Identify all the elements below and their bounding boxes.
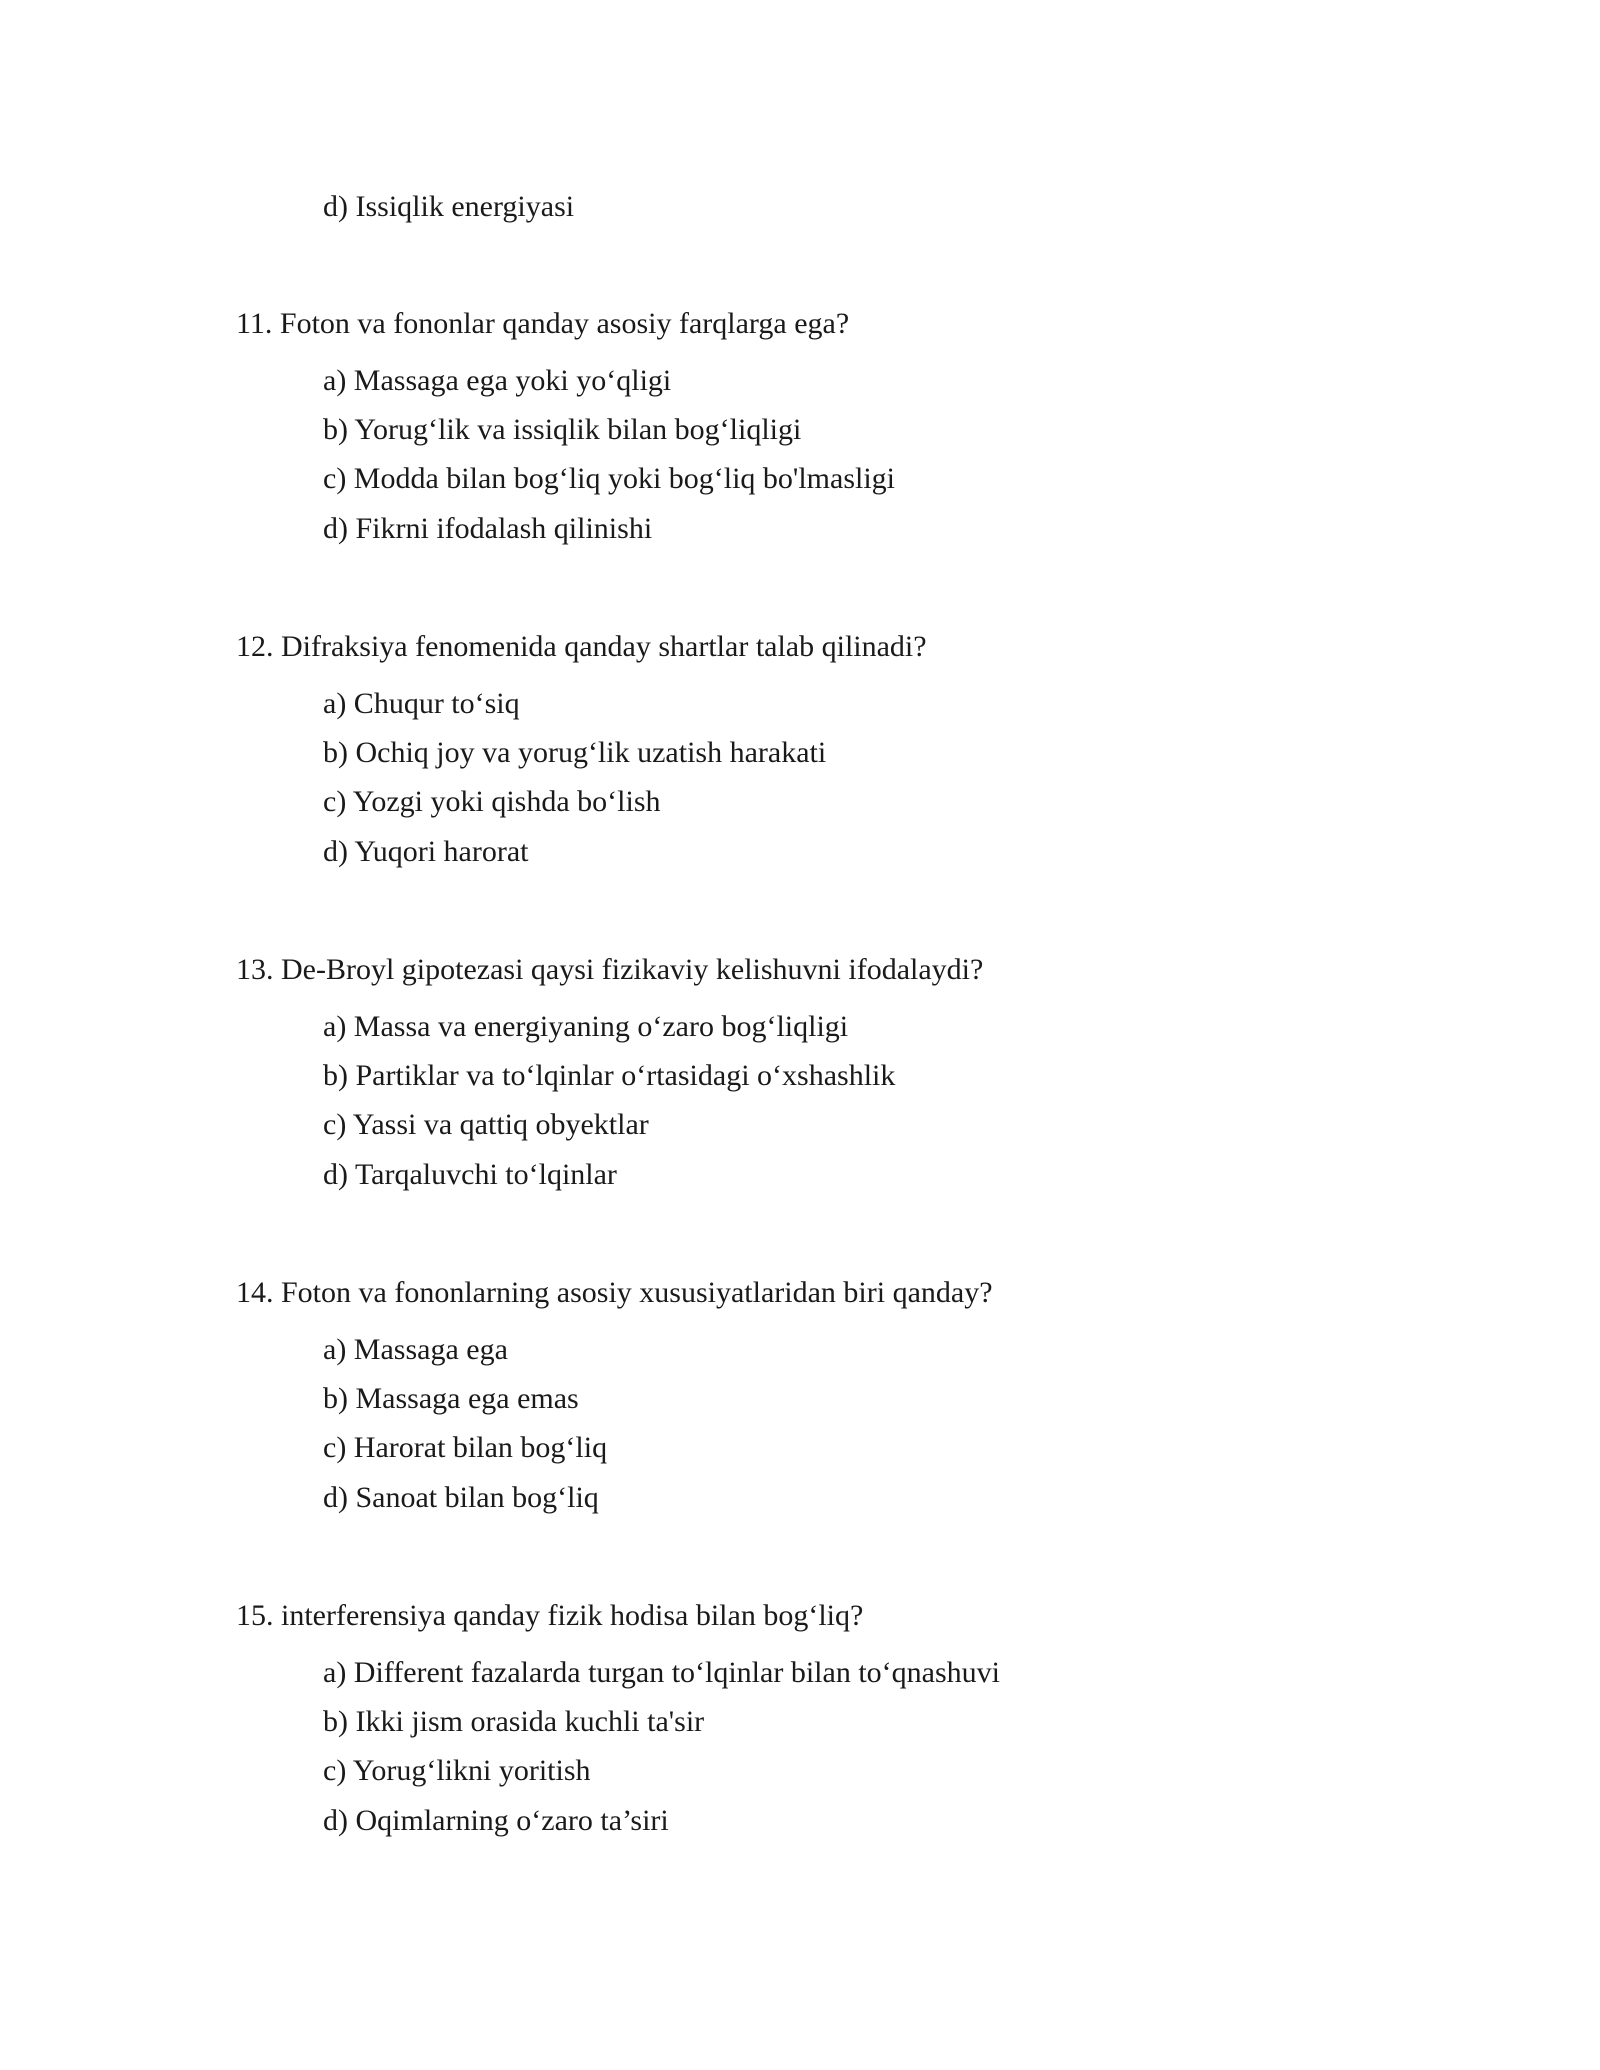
question-14: 14. Foton va fononlarning asosiy xususiyatlaridan biri qanday? <box>236 1276 993 1309</box>
question-11-option-d: d) Fikrni ifodalash qilinishi <box>323 512 653 545</box>
question-13-option-d: d) Tarqaluvchi to‘lqinlar <box>323 1158 617 1191</box>
leading-option: d) Issiqlik energiyasi <box>323 190 575 223</box>
question-13-option-a: a) Massa va energiyaning o‘zaro bog‘liqligi <box>323 1010 849 1043</box>
question-15-option-a: a) Different fazalarda turgan to‘lqinlar bilan to‘qnashuvi <box>323 1656 1000 1689</box>
question-14-option-b: b) Massaga ega emas <box>323 1382 579 1415</box>
question-12-option-d: d) Yuqori harorat <box>323 835 529 868</box>
question-12-option-b: b) Ochiq joy va yorug‘lik uzatish harakati <box>323 736 827 769</box>
question-15-option-b: b) Ikki jism orasida kuchli ta'sir <box>323 1705 705 1738</box>
question-12-option-a: a) Chuqur to‘siq <box>323 687 520 720</box>
question-13-option-b: b) Partiklar va to‘lqinlar o‘rtasidagi o‘xshashlik <box>323 1059 896 1092</box>
question-12: 12. Difraksiya fenomenida qanday shartlar talab qilinadi? <box>236 630 927 663</box>
question-15-option-d: d) Oqimlarning o‘zaro ta’siri <box>323 1804 669 1837</box>
question-14-option-d: d) Sanoat bilan bog‘liq <box>323 1481 599 1514</box>
question-14-option-a: a) Massaga ega <box>323 1333 508 1366</box>
question-11-option-c: c) Modda bilan bog‘liq yoki bog‘liq bo'lmasligi <box>323 462 896 495</box>
question-11-option-b: b) Yorug‘lik va issiqlik bilan bog‘liqligi <box>323 413 802 446</box>
question-13: 13. De-Broyl gipotezasi qaysi fizikaviy kelishuvni ifodalaydi? <box>236 953 984 986</box>
question-15-option-c: c) Yorug‘likni yoritish <box>323 1754 591 1787</box>
question-14-option-c: c) Harorat bilan bog‘liq <box>323 1431 608 1464</box>
question-11: 11. Foton va fononlar qanday asosiy farqlarga ega? <box>236 307 850 340</box>
question-13-option-c: c) Yassi va qattiq obyektlar <box>323 1108 649 1141</box>
question-12-option-c: c) Yozgi yoki qishda bo‘lish <box>323 785 661 818</box>
question-15: 15. interferensiya qanday fizik hodisa bilan bog‘liq? <box>236 1599 864 1632</box>
question-11-option-a: a) Massaga ega yoki yo‘qligi <box>323 364 672 397</box>
